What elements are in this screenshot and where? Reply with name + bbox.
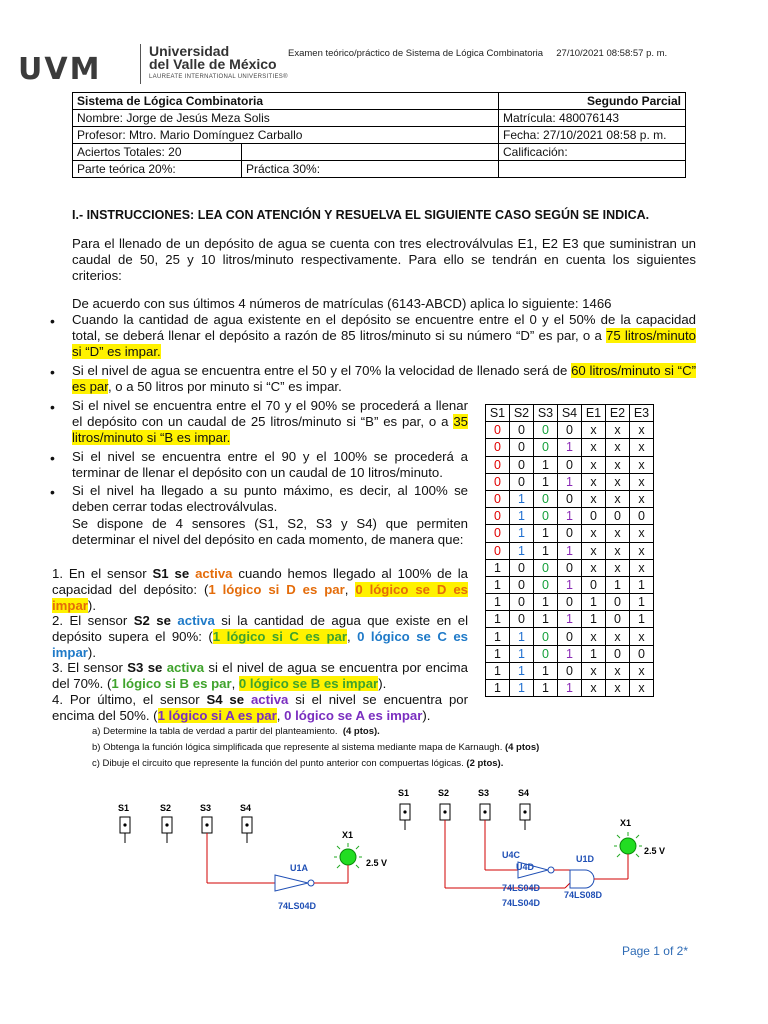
circuit-left [90, 785, 320, 915]
criterion-1-text: Cuando la cantidad de agua existente en el depósito se encuentre entre el 0 y el 50% de la capacidad total, se deberá llenar el depósito a razón de 85 litros/minuto si su número “D” es par, o a [72, 312, 696, 343]
criterion-3-highlight: 35 litros/minuto si “B es impar. [72, 414, 468, 445]
gate-label: U1A [290, 863, 309, 873]
truth-table-cell: 1 [486, 680, 510, 697]
truth-table-cell: x [582, 628, 606, 645]
truth-table-cell: 0 [534, 439, 558, 456]
truth-table-header-cell: S3 [534, 405, 558, 422]
truth-table-row [486, 680, 654, 697]
truth-table-cell: x [630, 680, 654, 697]
intro-paragraph: Para el llenado de un depósito de agua se cuenta con tres electroválvulas E1, E2 E3 que suministran un caudal de 50, 25 y 10 litros/minuto respectivamente. Para ello se tendrán en cuenta los siguientes criterios: [72, 236, 696, 283]
and-gate-part: 74LS08D [564, 890, 603, 900]
truth-table-cell: 1 [510, 662, 534, 679]
truth-table-cell: 0 [630, 508, 654, 525]
truth-table-cell: 0 [486, 439, 510, 456]
switch-s2 [440, 804, 450, 888]
bullet-3: • [50, 399, 55, 415]
truth-table-cell: 1 [510, 645, 534, 662]
sensor-s3: 3. El sensor S3 se activa si el nivel de agua se encuentra por encima del 70%. (1 lógico si B es par, 0 lógico se B es impar). [52, 660, 469, 691]
switch-s4 [242, 817, 252, 843]
truth-table-cell: x [630, 490, 654, 507]
bullet-2: • [50, 364, 55, 380]
truth-table-cell: 0 [606, 508, 630, 525]
truth-table-cell: 1 [510, 680, 534, 697]
instructions-heading: I.- INSTRUCCIONES: LEA CON ATENCIÓN Y RESUELVA EL SIGUIENTE CASO SEGÚN SE INDICA. [72, 208, 650, 222]
truth-table-cell: x [582, 439, 606, 456]
matricula-rule: De acuerdo con sus últimos 4 números de matrículas (6143-ABCD) aplica lo siguiente: 1466 [72, 296, 612, 311]
truth-table-cell: x [582, 525, 606, 542]
truth-table-row [486, 576, 654, 593]
truth-table-row [486, 594, 654, 611]
truth-table-cell: x [630, 559, 654, 576]
truth-table-cell: x [582, 680, 606, 697]
partial-cell: Segundo Parcial [499, 93, 686, 110]
switch-s3-label: S3 [478, 788, 490, 798]
truth-table-cell: 1 [510, 542, 534, 559]
truth-table-header-cell: S2 [510, 405, 534, 422]
truth-table-row [486, 473, 654, 490]
switch-s2 [162, 817, 172, 843]
criterion-2-tail: , o a 50 litros por minuto si “C” es impar. [107, 379, 342, 394]
truth-table-cell: 0 [558, 559, 582, 576]
uvm-logo: UVM [18, 52, 102, 87]
truth-table-cell: 0 [486, 525, 510, 542]
truth-table-row [486, 628, 654, 645]
truth-table-cell: 1 [534, 525, 558, 542]
truth-table-cell: 0 [486, 473, 510, 490]
truth-table-row [486, 490, 654, 507]
truth-table-row [486, 559, 654, 576]
probe-lamp-icon [320, 843, 362, 883]
truth-table-cell: x [630, 525, 654, 542]
page-number: Page 1 of 2* [621, 944, 688, 958]
exam-title: Examen teórico/práctico de Sistema de Lógica Combinatoria [288, 48, 544, 59]
truth-table-cell: 0 [534, 490, 558, 507]
truth-table-cell: x [606, 680, 630, 697]
university-name-line2: del Valle de México [149, 56, 277, 72]
truth-table-cell: 1 [486, 576, 510, 593]
truth-table-cell: 0 [558, 456, 582, 473]
truth-table-cell: 1 [534, 473, 558, 490]
truth-table-cell: 0 [558, 662, 582, 679]
university-tagline: LAUREATE INTERNATIONAL UNIVERSITIES® [149, 74, 288, 80]
truth-table-cell: x [630, 628, 654, 645]
empty-cell-2 [499, 161, 686, 178]
truth-table-cell: 0 [486, 422, 510, 439]
switch-s2-label: S2 [438, 788, 450, 798]
truth-table-cell: 0 [558, 490, 582, 507]
truth-table-row [486, 525, 654, 542]
truth-table-cell: 0 [558, 422, 582, 439]
truth-table-cell: 1 [534, 611, 558, 628]
truth-table-cell: 0 [510, 576, 534, 593]
truth-table-cell: 0 [534, 559, 558, 576]
calificacion-cell: Calificación: [499, 144, 686, 161]
inverter-part-1: 74LS04D [502, 883, 541, 893]
truth-table-cell: 1 [534, 594, 558, 611]
truth-table-cell: 0 [510, 439, 534, 456]
professor-cell: Profesor: Mtro. Mario Domínguez Carballo [73, 127, 499, 144]
truth-table-cell: x [582, 542, 606, 559]
truth-table-cell: x [606, 490, 630, 507]
switch-s3-label: S3 [200, 803, 212, 813]
criterion-5: Si el nivel ha llegado a su punto máximo, es decir, al 100% se deben cerrar todas electroválvulas. [72, 483, 468, 514]
truth-table-row [486, 439, 654, 456]
truth-table-cell: 1 [558, 680, 582, 697]
sensor-s4: 4. Por último, el sensor S4 se activa si el nivel se encuentra por encima del 50%. (1 lógico si A es par, 0 lógico se A es impar). [52, 692, 469, 723]
truth-table-cell: 0 [558, 594, 582, 611]
practica-cell: Práctica 30%: [242, 161, 499, 178]
truth-table-cell: 0 [606, 645, 630, 662]
truth-table-cell: 0 [558, 525, 582, 542]
truth-table-row [486, 662, 654, 679]
truth-table-cell: 0 [534, 576, 558, 593]
truth-table-header-cell: S1 [486, 405, 510, 422]
inverter-gate [275, 875, 314, 891]
truth-table-cell: 0 [558, 628, 582, 645]
switch-s1-label: S1 [118, 803, 130, 813]
truth-table-cell: x [630, 439, 654, 456]
truth-table-cell: 0 [534, 628, 558, 645]
truth-table-cell: x [606, 473, 630, 490]
switch-s4-label: S4 [240, 803, 252, 813]
truth-table-cell: 0 [510, 473, 534, 490]
criterion-2 [72, 363, 696, 395]
truth-table-cell: x [630, 456, 654, 473]
truth-table-cell: 1 [630, 594, 654, 611]
truth-table-cell: 1 [558, 439, 582, 456]
truth-table-row [486, 456, 654, 473]
truth-table-cell: 1 [534, 680, 558, 697]
truth-table-cell: x [606, 628, 630, 645]
truth-table-cell: x [606, 439, 630, 456]
truth-table-cell: 1 [534, 456, 558, 473]
task-b: b) Obtenga la función lógica simplificada que represente al sistema mediante mapa de Karnaugh. (4 ptos) [92, 742, 540, 753]
truth-table-cell: x [630, 662, 654, 679]
bullet-5: • [50, 484, 55, 500]
truth-table-cell: 0 [486, 542, 510, 559]
truth-table-cell: 1 [582, 645, 606, 662]
truth-table-cell: 0 [582, 508, 606, 525]
truth-table-cell: x [606, 542, 630, 559]
truth-table-row [486, 508, 654, 525]
university-name-line1: Universidad [149, 43, 230, 59]
gate-part: 74LS04D [278, 901, 317, 911]
exam-datetime: 27/10/2021 08:58:57 p. m. [556, 48, 668, 59]
bullet-1: • [50, 313, 55, 329]
switch-s3 [480, 804, 490, 870]
truth-table-cell: 0 [534, 508, 558, 525]
truth-table-cell: x [630, 542, 654, 559]
truth-table-cell: 0 [486, 456, 510, 473]
truth-table-cell: x [606, 662, 630, 679]
truth-table-cell: 1 [558, 473, 582, 490]
subject-cell: Sistema de Lógica Combinatoria [73, 93, 499, 110]
truth-table-cell: x [582, 422, 606, 439]
truth-table-cell: x [582, 456, 606, 473]
truth-table [485, 404, 654, 697]
truth-table-cell: 0 [606, 611, 630, 628]
truth-table-cell: 1 [486, 662, 510, 679]
truth-table-cell: 0 [510, 422, 534, 439]
sensors-intro: Se dispone de 4 sensores (S1, S2, S3 y S4) que permiten determinar el nivel del depósito en cada momento, de manera que: [72, 516, 468, 547]
truth-table-cell: 1 [558, 645, 582, 662]
switch-s4-label: S4 [518, 788, 530, 798]
inverter-label-2: U4D [516, 862, 535, 872]
truth-table-cell: 1 [630, 576, 654, 593]
truth-table-cell: x [582, 473, 606, 490]
truth-table-row [486, 422, 654, 439]
criterion-3-text: Si el nivel se encuentra entre el 70 y el 90% se procederá a llenar el depósito con un caudal de 25 litros/minuto si “B” es par, o a [72, 398, 468, 429]
date-cell: Fecha: 27/10/2021 08:58 p. m. [499, 127, 686, 144]
truth-table-cell: 1 [510, 628, 534, 645]
logo-divider [140, 44, 141, 84]
truth-table-cell: 1 [582, 611, 606, 628]
truth-table-cell: 0 [510, 594, 534, 611]
truth-table-cell: 1 [606, 576, 630, 593]
switch-s3 [202, 817, 212, 883]
matricula-cell: Matrícula: 480076143 [499, 110, 686, 127]
truth-table-cell: 1 [486, 628, 510, 645]
switch-s1 [400, 804, 410, 830]
truth-table-cell: 1 [582, 594, 606, 611]
truth-table-cell: 1 [510, 508, 534, 525]
truth-table-cell: 1 [486, 611, 510, 628]
switch-s4 [520, 804, 530, 830]
truth-table-body [486, 422, 654, 697]
criterion-1 [72, 312, 696, 360]
truth-table-cell: 1 [558, 576, 582, 593]
switch-s2-label: S2 [160, 803, 172, 813]
truth-table-row [486, 645, 654, 662]
truth-table-header-cell: S4 [558, 405, 582, 422]
criterion-2-highlight: 60 litros/minuto si “C” es par [72, 363, 696, 394]
truth-table-cell: 0 [534, 645, 558, 662]
sensor-s1: 1. En el sensor S1 se activa cuando hemos llegado al 100% de la capacidad del depósito: (1 lógico si D es par, 0 lógico se D es impar). [52, 566, 468, 613]
truth-table-cell: 1 [558, 508, 582, 525]
truth-table-cell: 0 [510, 559, 534, 576]
inverter-part-2: 74LS04D [502, 898, 541, 908]
and-gate-label: U1D [576, 854, 595, 864]
truth-table-cell: 0 [510, 611, 534, 628]
switch-s1-label: S1 [398, 788, 410, 798]
bullet-4: • [50, 450, 55, 466]
truth-table-cell: x [606, 456, 630, 473]
probe-voltage: 2.5 V [644, 846, 666, 856]
truth-table-cell: 1 [510, 525, 534, 542]
probe-lamp-icon [614, 832, 642, 879]
aciertos-cell: Aciertos Totales: 20 [73, 144, 242, 161]
criterion-4: Si el nivel se encuentra entre el 90 y el 100% se procederá a terminar de llenar el depósito con un caudal de 10 litros/minuto. [72, 449, 468, 480]
probe-label: X1 [342, 830, 354, 840]
truth-table-cell: 0 [486, 508, 510, 525]
truth-table-cell: x [582, 662, 606, 679]
empty-cell [242, 144, 499, 161]
truth-table-row [486, 611, 654, 628]
truth-table-cell: 0 [486, 490, 510, 507]
truth-table-cell: x [606, 525, 630, 542]
teorica-cell: Parte teórica 20%: [73, 161, 242, 178]
truth-table-cell: x [630, 473, 654, 490]
truth-table-row [486, 542, 654, 559]
criterion-1-highlight: 75 litros/minuto si “D” es impar. [72, 328, 696, 359]
truth-table-cell: 1 [486, 594, 510, 611]
truth-table-cell: 1 [510, 490, 534, 507]
probe-voltage: 2.5 V [366, 858, 388, 868]
criterion-2-text: Si el nivel de agua se encuentra entre el 50 y el 70% la velocidad de llenado será de [72, 363, 568, 378]
truth-table-cell: 1 [558, 542, 582, 559]
circuit-right [380, 780, 690, 920]
truth-table-cell: 1 [534, 542, 558, 559]
exam-header [288, 48, 667, 59]
truth-table-cell: 1 [630, 611, 654, 628]
task-a: a) Determine la tabla de verdad a partir del planteamiento. (4 ptos). [92, 726, 380, 737]
truth-table-cell: 1 [486, 559, 510, 576]
student-name-cell: Nombre: Jorge de Jesús Meza Solis [73, 110, 499, 127]
truth-table-cell: x [606, 422, 630, 439]
truth-table-cell: 0 [630, 645, 654, 662]
task-c: c) Dibuje el circuito que represente la función del punto anterior con compuertas lógicas. (2 ptos). [92, 758, 504, 769]
criterion-3 [72, 398, 468, 446]
truth-table-cell: 0 [582, 576, 606, 593]
truth-table-cell: x [606, 559, 630, 576]
truth-table-cell: 1 [558, 611, 582, 628]
and-gate [570, 870, 594, 888]
truth-table-cell: 1 [486, 645, 510, 662]
truth-table-header-cell: E1 [582, 405, 606, 422]
truth-table-header-cell: E3 [630, 405, 654, 422]
truth-table-cell: x [630, 422, 654, 439]
truth-table-cell: 0 [510, 456, 534, 473]
student-info-table [72, 92, 686, 178]
sensor-s2: 2. El sensor S2 se activa si la cantidad de agua que existe en el depósito supera el 90%: (1 lógico si C es par, 0 lógico se C es impar). [52, 613, 468, 660]
truth-table-cell: x [582, 559, 606, 576]
truth-table-header [486, 405, 654, 422]
truth-table-cell: 1 [534, 662, 558, 679]
probe-label: X1 [620, 818, 632, 828]
switch-s1 [120, 817, 130, 843]
truth-table-cell: 0 [534, 422, 558, 439]
truth-table-header-cell: E2 [606, 405, 630, 422]
truth-table-cell: 0 [606, 594, 630, 611]
truth-table-cell: x [582, 490, 606, 507]
inverter-label-1: U4C [502, 850, 521, 860]
